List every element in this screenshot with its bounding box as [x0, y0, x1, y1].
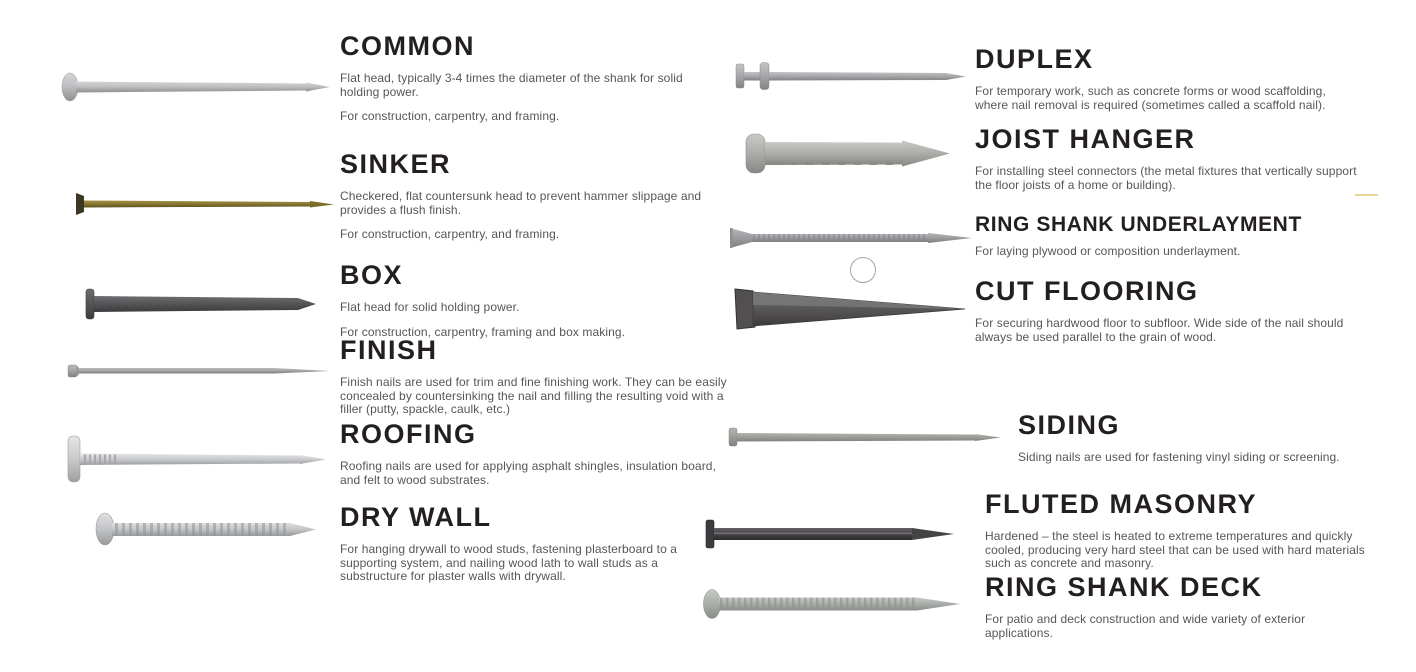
- section-title-cut-flooring: CUT FLOORING: [975, 276, 1199, 306]
- sinker-nail-icon: [74, 190, 336, 218]
- section-desc: Siding nails are used for fastening vinyl siding or screening.: [1018, 450, 1340, 464]
- section-desc: For hanging drywall to wood studs, fastening plasterboard to a supporting system, and nailing wood lath to wall studs as a substructure for plaster walls with drywall.: [340, 542, 678, 584]
- section-roofing: [340, 421, 728, 498]
- roofing-nail-icon: [66, 434, 328, 484]
- section-desc: For installing steel connectors (the metal fixtures that vertically support the floor joists of a home or building).: [975, 164, 1357, 192]
- dry-wall-nail-icon: [94, 510, 318, 548]
- section-title-duplex: DUPLEX: [975, 44, 1094, 74]
- section-title-joist-hanger: JOIST HANGER: [975, 124, 1196, 154]
- fluted-masonry-nail-icon: [704, 516, 956, 552]
- section-desc: Hardened – the steel is heated to extreme temperatures and quickly cooled, producing very hard steel that can be used with hard materials such as concrete and masonry.: [985, 529, 1365, 571]
- ring-shank-deck-nail-icon: [702, 586, 962, 622]
- box-nail-icon: [84, 287, 318, 321]
- section-desc: For construction, carpentry, framing and box making.: [340, 324, 626, 339]
- section-desc: For construction, carpentry, and framing.: [340, 227, 560, 242]
- section-title-sinker: SINKER: [340, 149, 452, 179]
- section-fluted-masonry: [985, 491, 1381, 582]
- section-desc: Flat head, typically 3-4 times the diameter of the shank for solid holding power.: [340, 71, 683, 99]
- section-title-ring-shank-underlayment: RING SHANK UNDERLAYMENT: [975, 213, 1302, 236]
- ring-shank-underlayment-nail-icon: [728, 224, 974, 252]
- section-title-dry-wall: DRY WALL: [340, 502, 492, 532]
- section-siding: [1018, 412, 1398, 476]
- section-cut-flooring: [975, 278, 1367, 355]
- common-nail-icon: [60, 70, 332, 104]
- section-title-finish: FINISH: [340, 335, 438, 365]
- siding-nail-icon: [727, 422, 1003, 452]
- section-desc: Finish nails are used for trim and fine finishing work. They can be easily concealed by countersinking the nail and filling the resulting void with a filler (putty, spackle, caulk, etc.): [340, 375, 727, 417]
- section-title-common: COMMON: [340, 31, 475, 61]
- section-desc: For patio and deck construction and wide variety of exterior applications.: [985, 612, 1306, 640]
- section-dry-wall: [340, 504, 688, 595]
- finish-nail-icon: [66, 360, 332, 382]
- section-common: [340, 33, 708, 135]
- section-desc: For securing hardwood floor to subfloor. Wide side of the nail should always be used parallel to the grain of wood.: [975, 316, 1344, 344]
- section-desc: Checkered, flat countersunk head to prevent hammer slippage and provides a flush finish.: [340, 189, 702, 217]
- section-title-siding: SIDING: [1018, 410, 1121, 440]
- section-duplex: [975, 46, 1347, 123]
- section-finish: [340, 337, 738, 428]
- joist-hanger-nail-icon: [744, 131, 952, 176]
- cursor-circle-annotation: [850, 257, 876, 283]
- section-sinker: [340, 151, 702, 253]
- section-desc: Flat head for solid holding power.: [340, 300, 520, 314]
- section-desc: For construction, carpentry, and framing.: [340, 109, 560, 124]
- section-title-box: BOX: [340, 260, 404, 290]
- section-desc: For laying plywood or composition underlayment.: [975, 244, 1241, 258]
- section-title-roofing: ROOFING: [340, 419, 477, 449]
- section-joist-hanger: [975, 126, 1373, 203]
- section-desc: For temporary work, such as concrete forms or wood scaffolding, where nail removal is required (sometimes called a scaffold nail).: [975, 84, 1326, 112]
- duplex-nail-icon: [734, 60, 968, 92]
- section-ring-shank-deck: [985, 574, 1330, 651]
- cut-flooring-nail-icon: [732, 286, 967, 332]
- section-desc: Roofing nails are used for applying asphalt shingles, insulation board, and felt to wood substrates.: [340, 459, 716, 487]
- section-title-fluted-masonry: FLUTED MASONRY: [985, 489, 1257, 519]
- section-title-ring-shank-deck: RING SHANK DECK: [985, 572, 1263, 602]
- accent-dash-decoration: [1355, 194, 1378, 196]
- section-ring-shank-underlayment: [975, 214, 1375, 270]
